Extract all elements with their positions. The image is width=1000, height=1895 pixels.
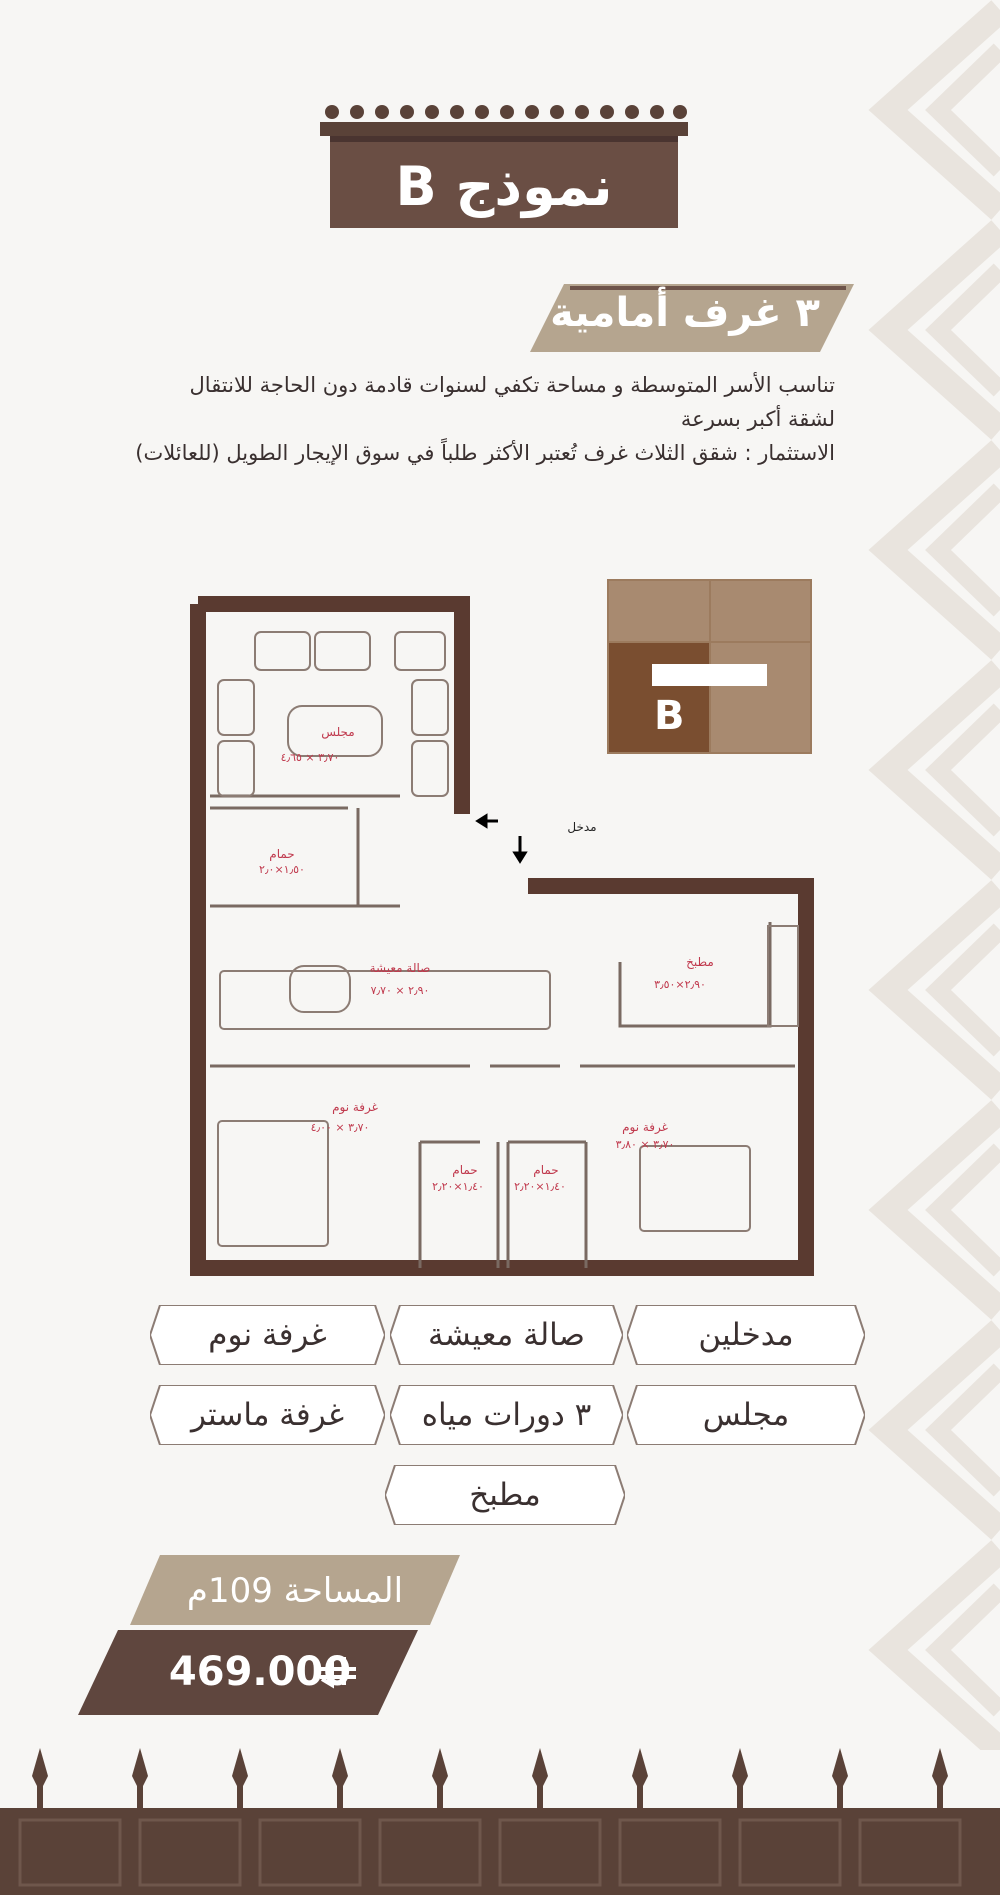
description xyxy=(90,368,835,470)
feature-majlis: مجلس xyxy=(702,1397,790,1433)
area-badge: المساحة 109م xyxy=(186,1571,404,1611)
page-title: نموذج B xyxy=(395,155,613,218)
description-line-2: لشقة أكبر بسرعة xyxy=(680,407,835,431)
bedroom-left-label: غرفة نوم xyxy=(332,1100,378,1114)
riyal-currency-icon xyxy=(318,1655,358,1691)
majlis-dim: ٣٫٧٠ × ٤٫٦٥ xyxy=(280,751,340,764)
living-label: صالة معيشة xyxy=(369,961,431,975)
rooms-badge: ٣ غرف أمامية xyxy=(550,290,820,336)
description-line-3: الاستثمار : شقق الثلاث غرف تُعتبر الأكثر طلباً في سوق الإيجار الطويل (للعائلات) xyxy=(135,441,835,465)
feature-bathrooms: ٣ دورات مياه xyxy=(421,1397,592,1433)
bedroom-right-dim: ٣٫٧٠ × ٣٫٨٠ xyxy=(615,1138,675,1151)
feature-living-room: صالة معيشة xyxy=(428,1317,585,1353)
kitchen-dim: ٢٫٩٠×٣٫٥٠ xyxy=(654,978,706,991)
bath-top-label: حمام xyxy=(269,847,295,861)
bath-b-dim: ١٫٤٠×٢٫٢٠ xyxy=(514,1180,566,1193)
price: 469.000 xyxy=(168,1649,352,1695)
living-dim: ٢٫٩٠ × ٧٫٧٠ xyxy=(370,984,430,997)
bath-a-label: حمام xyxy=(452,1163,478,1177)
bedroom-left-dim: ٣٫٧٠ × ٤٫٠٠ xyxy=(310,1121,370,1134)
bath-b-label: حمام xyxy=(533,1163,559,1177)
feature-entrances: مدخلين xyxy=(698,1317,794,1353)
entrance-label: مدخل xyxy=(567,820,597,834)
bedroom-right-label: غرفة نوم xyxy=(622,1120,668,1134)
footer-fence xyxy=(0,1740,1000,1895)
bath-a-dim: ١٫٤٠×٢٫٢٠ xyxy=(432,1180,484,1193)
floor-plan xyxy=(190,596,814,1276)
feature-kitchen: مطبخ xyxy=(469,1477,541,1513)
feature-bedroom: غرفة نوم xyxy=(208,1317,327,1353)
side-decorative-pattern xyxy=(868,0,1000,1750)
kitchen-label: مطبخ xyxy=(686,955,714,969)
bath-top-dim: ١٫٥٠×٢٫٠ xyxy=(259,863,305,876)
unit-key-label: B xyxy=(654,693,685,739)
description-line-1: تناسب الأسر المتوسطة و مساحة تكفي لسنوات قادمة دون الحاجة للانتقال xyxy=(189,373,835,397)
feature-master-room: غرفة ماستر xyxy=(190,1397,345,1433)
majlis-label: مجلس xyxy=(321,725,355,739)
